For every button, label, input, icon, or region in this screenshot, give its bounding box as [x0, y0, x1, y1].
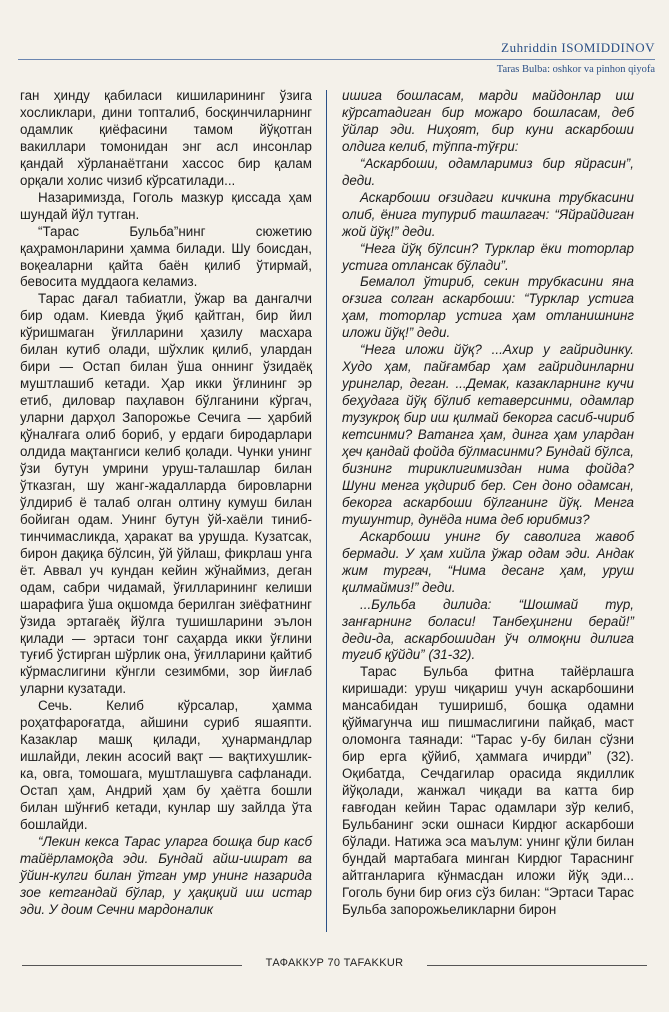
page-header — [18, 40, 655, 80]
footer-page-label: ТАФАККУР 70 TAFAKKUR — [260, 957, 410, 969]
footer-rule-right — [427, 965, 647, 966]
paragraph: “Тарас Бульба”нинг сюжетию қаҳрамонларини ҳамма билади. Шу боисдан, воқеаларни қайта баён қилиб ўтирмай, бевосита муддаога келамиз. — [20, 223, 312, 290]
paragraph: “Лекин кекса Тарас уларга бошқа бир касб тайёрламоқда эди. Бундай айш-ишрат ва ўйин-кулги билан ўтган умр унинг назарида зое кетгандай бўлар, у ҳақиқий иш истар эди. У доим Сечни мардоналик — [20, 833, 312, 917]
column-divider — [326, 90, 327, 932]
paragraph: Сечь. Келиб кўрсалар, ҳамма роҳатфароғатда, айшини суриб яшаяпти. Казаклар машқ қилади, ҳунармандлар ишлайди, лекин асосий вақт — вақтихушлик-ка, овга, томошага, муштлашувга сафланади. Остап ҳам, Андрий ҳам бу ҳаётга бошли билан шўнғиб кетади, кунлар шу зайлда ўта бошлайди. — [20, 698, 312, 832]
paragraph: Бемалол ўтириб, секин трубкасини яна оғзига солган аскарбоши: “Турклар устига ҳам, тоторлар устига ҳам отланишнинг иложи йўқ!” деди. — [342, 274, 634, 341]
paragraph: “Аскарбоши, одамларимиз бир яйрасин”, деди. — [342, 155, 634, 188]
left-column — [20, 88, 312, 919]
header-author: Zuhriddin ISOMIDDINOV — [501, 40, 655, 55]
text-columns — [20, 88, 638, 948]
header-rule — [18, 59, 655, 60]
right-column — [342, 88, 634, 919]
paragraph: ...Бульба дилида: “Шошмай тур, занғарнинг боласи! Танбеҳингни берай!” деди-да, аскарбошидан ўч олмоқни дилига тугиб қўйди” (31-32). — [342, 596, 634, 663]
page-footer — [22, 957, 647, 973]
footer-rule-left — [22, 965, 242, 966]
paragraph: “Нега иложи йўқ? ...Ахир у гайридинку. Худо ҳам, пайғамбар ҳам гайридинларни уринглар, деган. ...Демак, казакларнинг кучи беҳудага йўқ бўлиб кетаверсинми, одамлар тузукроқ бир иш қилмай бекорга сасиб-чириб кетсинми? Ватанга ҳам, динга ҳам улардан ҳеч қандай фойда бўлмасинми? Бундай бўлса, бизнинг тириклигимиздан нима фойда? Шуни менга уқдириб бер. Сен доно одамсан, бекорга аскарбоши бўлганинг йўқ. Менга тушунтир, дунёда нима деб юрибмиз? — [342, 342, 634, 527]
paragraph: ишига бошласам, марди майдонлар иш кўрсатадиган бир можаро бошласам, деб ўйлар эди. Ниҳоят, бир куни аскарбоши олдига келиб, тўппа-тўғри: — [342, 88, 634, 154]
paragraph: Назаримизда, Гоголь мазкур қиссада ҳам шундай йўл тутган. — [20, 189, 312, 222]
paragraph: “Нега йўқ бўлсин? Турклар ёки тоторлар устига отлансак бўлади”. — [342, 240, 634, 273]
paragraph: Аскарбоши оғзидаги кичкина трубкасини олиб, ёнига тупуриб ташлагач: “Яйрайдиган жой йўқ!” деди. — [342, 189, 634, 239]
paragraph: Тарас Бульба фитна тайёрлашга киришади: уруш чиқариш учун аскарбошини мансабидан туширишб, бошқа одамни қўймагунча иш пишмаслигини пайқаб, маст оломонга таянади: “Тарас у-бу билан сўзни бир ерга қўйиб, ҳаммага ичирди” (32). Оқибатда, Сечдагилар орасида якдиллик йўқолади, жанжал чиқади ва катта бир ғавғодан кейин Тарас одамлари зўр келиб, Бульбанинг эски ошнаси Кирдюг аскарбоши бўлади. Натижа эса маълум: унинг қўли билан бундай мартабага минган Кирдюг Тараснинг айтганларига кўнмасдан иложи йўқ эди... Гоголь буни бир оғиз сўз билан: “Эртаси Тарас Бульба запорожьеликларни бирон — [342, 664, 634, 917]
paragraph: ган ҳинду қабиласи кишиларининг ўзига хосликлари, дини топталиб, босқинчиларнинг одамлик қиёфасини тамом йўқотган вакиллари томонидан энг асл инсонлар қандай хўрланаётгани хассос бир қалам орқали холис чизиб кўрсатилади... — [20, 88, 312, 188]
paragraph: Аскарбоши унинг бу саволига жавоб бермади. У ҳам хийла ўжар одам эди. Андак жим тургач, “Нима десанг ҳам, уруш қилмаймиз!” деди. — [342, 528, 634, 595]
header-subtitle: Taras Bulba: oshkor va pinhon qiyofa — [496, 64, 655, 75]
paragraph: Тарас дағал табиатли, ўжар ва дангалчи бир одам. Киевда ўқиб қайтган, бир йил кўришмаган ўғилларини ҳазилу масхара билан кутиб олади, шўхлик қилиб, улардан бири — Остап билан ўша оннинг ўзидаёқ муштлашиб кетади. Ҳар икки ўғлининг эр етиб, диловар паҳлавон бўлганини кўргач, уларни дарҳол Запорожье Сечига — ҳарбий қўналғага олиб бориб, у ердаги биродарлари олдида мақтангиси келиб қолади. Чунки унинг ўзи бутун умрини уруш-талашлар билан ўтказган, шу жанг-жадалларда бировларни ўлдириб ё талаб олган олтину кумуш билан бойиган одам. Унинг бутун ўй-хаёли тиниб-тинчимасликда, ҳаракат ва урушда. Кузатсак, бирон дақиқа бўлсин, ўй ўйлаш, фикрлаш унга ёт. Аввал уч кундан кейин жўнаймиз, деган одам, сабри чидамай, ўғилларининг келиши шарафига ўша оқшомда берилган зиёфатнинг ўзида эртагаёқ йўлга тушишларини эълон қилади — эртаси тонг саҳарда икки ўғлини туғиб ўстирган шўрлик она, ўғилларини қайтиб кўрмаслигини кўнгли сезимбми, зор йиғлаб уларни кузатади. — [20, 291, 312, 697]
